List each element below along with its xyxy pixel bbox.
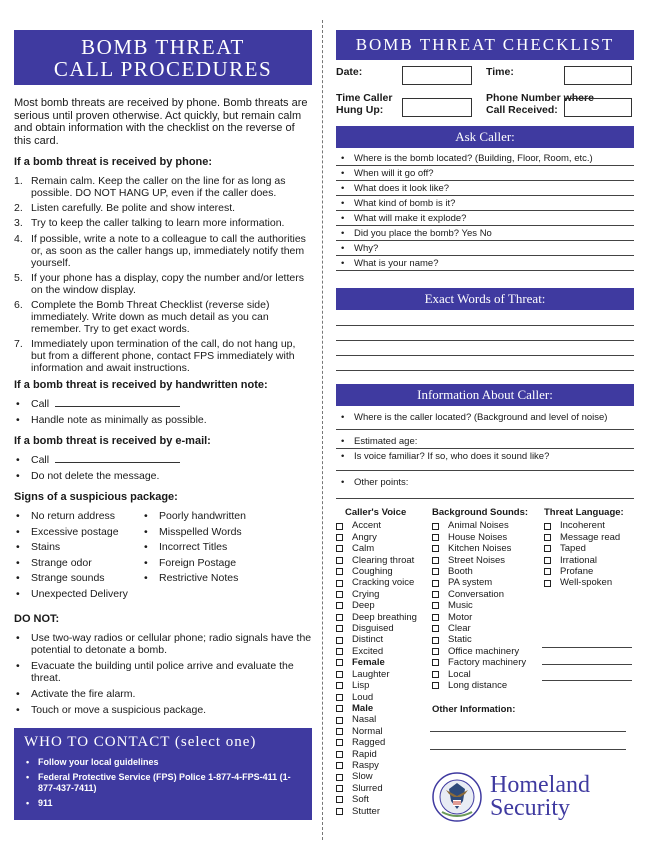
checklist-label: Soft [352, 794, 369, 806]
checklist-item[interactable] [336, 771, 432, 782]
email-call-label: Call [31, 454, 50, 467]
list-item [14, 454, 312, 466]
checklist-label: Booth [448, 566, 473, 578]
ask-question[interactable]: • Why? [336, 241, 634, 256]
checklist-label: House Noises [448, 531, 508, 543]
checklist-item[interactable] [336, 623, 432, 634]
step-number: 3. [14, 217, 23, 230]
checklist-item[interactable] [336, 646, 432, 657]
checklist-item[interactable] [336, 749, 432, 760]
checklist-item[interactable] [336, 760, 432, 771]
checklist-item[interactable] [432, 612, 544, 623]
checkbox-icon[interactable] [432, 625, 439, 632]
ask-question[interactable]: • Where is the bomb located? (Building, Floor, Room, etc.) [336, 151, 634, 166]
checkbox-icon[interactable] [432, 659, 439, 666]
checklist-label: Ragged [352, 737, 386, 749]
donot-item: • Use two-way radios or cellular phone; radio signals have the potential to detonate a bomb. [14, 632, 312, 656]
suspicious-sign: • Poorly handwritten [142, 510, 246, 522]
step-item [14, 299, 312, 335]
note-call-label: Call [31, 398, 50, 411]
checklist-item[interactable] [336, 589, 432, 600]
checkbox-icon[interactable] [336, 808, 343, 815]
checkbox-icon[interactable] [544, 557, 551, 564]
step-number: 2. [14, 202, 23, 215]
checkbox-icon[interactable] [336, 705, 343, 712]
checklist-item[interactable] [336, 726, 432, 737]
checkbox-icon[interactable] [432, 671, 439, 678]
email-list [14, 454, 312, 482]
email-heading: If a bomb threat is received by e-mail: [14, 435, 211, 448]
suspicious-col2 [142, 510, 246, 603]
step-number: 5. [14, 271, 23, 284]
homeland-security-wordmark [490, 774, 590, 820]
procedures-title-line2: CALL PROCEDURES [53, 57, 273, 81]
note-list [14, 398, 312, 426]
checkbox-icon[interactable] [336, 523, 343, 530]
intro-text: Most bomb threats are received by phone. Bomb threats are serious until proven otherwise. Act quickly, but remain calm and obtain information with the checklist on the reverse of this card. [14, 97, 308, 147]
step-text: Try to keep the caller talking to learn more information. [31, 217, 285, 230]
checklist-label: Loud [352, 691, 374, 703]
checkbox-icon[interactable] [336, 717, 343, 724]
background-checklist [432, 520, 544, 691]
step-number: 1. [14, 175, 23, 187]
checklist-label: Motor [448, 611, 473, 623]
checklist-label: Rapid [352, 748, 377, 760]
language-checklist [544, 520, 634, 588]
call-blank-line[interactable] [55, 398, 180, 407]
caller-characteristics [336, 507, 634, 817]
checkbox-icon[interactable] [544, 545, 551, 552]
checklist-item[interactable] [336, 555, 432, 566]
checklist-label: Slurred [352, 782, 383, 794]
time-field[interactable] [564, 66, 632, 85]
checklist-item[interactable] [432, 680, 544, 691]
checklist-item[interactable] [432, 566, 544, 577]
step-text: If your phone has a display, copy the number and/or letters on the window display. [31, 271, 304, 296]
suspicious-signs [14, 510, 312, 603]
checklist-label: Animal Noises [448, 520, 509, 532]
hungup-label-line2: Hung Up: [336, 104, 384, 116]
other-info-heading: Other Information: [432, 703, 516, 715]
checklist-label: Music [448, 600, 473, 612]
checklist-label: Lisp [352, 680, 370, 692]
checklist-label: Cracking voice [352, 577, 415, 589]
checklist-label: Nasal [352, 714, 377, 726]
checklist-item[interactable] [432, 646, 544, 657]
suspicious-sign: • Strange odor [14, 557, 142, 569]
suspicious-col1 [14, 510, 142, 603]
donot-item: • Activate the fire alarm. [14, 688, 312, 700]
checkbox-icon[interactable] [336, 568, 343, 575]
checklist-label: PA system [448, 577, 493, 589]
checkbox-icon[interactable] [432, 523, 439, 530]
checklist-label: Accent [352, 520, 382, 532]
checkbox-icon[interactable] [432, 568, 439, 575]
checklist-item[interactable] [336, 806, 432, 817]
checklist-label: Taped [560, 543, 586, 555]
checklist-label: Normal [352, 725, 383, 737]
step-item [14, 175, 312, 199]
ask-question[interactable]: • What will make it explode? [336, 211, 634, 226]
checkbox-icon[interactable] [336, 739, 343, 746]
exact-words-lines[interactable] [336, 310, 634, 371]
checkbox-icon[interactable] [336, 774, 343, 781]
suspicious-sign: • Stains [14, 541, 142, 553]
suspicious-sign: • Unexpected Delivery [14, 588, 142, 600]
ask-caller-list [336, 151, 634, 271]
contact-list [24, 757, 302, 809]
step-number: 7. [14, 338, 23, 351]
checkbox-icon[interactable] [336, 545, 343, 552]
background-heading: Background Sounds: [432, 507, 529, 518]
checklist-label: Deep [352, 600, 375, 612]
checkbox-icon[interactable] [544, 534, 551, 541]
checklist-item[interactable] [336, 520, 432, 531]
checklist-label: Local [448, 668, 471, 680]
list-item: • Do not delete the message. [14, 470, 312, 482]
checkbox-icon[interactable] [336, 591, 343, 598]
checklist-label: Raspy [352, 759, 379, 771]
checklist-label: Deep breathing [352, 611, 417, 623]
info-item[interactable]: • Other points: [336, 475, 634, 499]
checklist-title-banner: BOMB THREAT CHECKLIST [336, 30, 634, 60]
checklist-label: Incoherent [560, 520, 605, 532]
checklist-label: Conversation [448, 588, 504, 600]
checkbox-icon[interactable] [544, 568, 551, 575]
checklist-label: Disguised [352, 623, 394, 635]
step-text: If possible, write a note to a colleague to call the authorities or, as soon as the caller hangs up, immediately notify them yourself. [31, 232, 306, 269]
suspicious-sign: • Misspelled Words [142, 526, 246, 538]
step-item [14, 202, 312, 214]
checklist-item[interactable] [544, 566, 634, 577]
checkbox-icon[interactable] [336, 796, 343, 803]
step-text: Complete the Bomb Threat Checklist (reverse side) immediately. Write down as much detail as you can remember. Try to get exact words. [31, 298, 270, 335]
logo-text-line1: Homeland [490, 772, 590, 798]
hungup-label [336, 92, 392, 116]
phone-label-line2: Call Received: [486, 104, 558, 116]
checkbox-icon[interactable] [432, 591, 439, 598]
checklist-item[interactable] [432, 543, 544, 554]
checklist-item[interactable] [432, 520, 544, 531]
suspicious-sign: • Foreign Postage [142, 557, 246, 569]
checkbox-icon[interactable] [544, 580, 551, 587]
checklist-item[interactable] [336, 783, 432, 794]
step-text: Remain calm. Keep the caller on the line for as long as possible. DO NOT HANG UP, even if the caller does. [31, 175, 286, 199]
checklist-item[interactable] [544, 577, 634, 588]
checkbox-icon[interactable] [336, 659, 343, 666]
step-text: Immediately upon termination of the call, do not hang up, but from a different phone, contact FPS immediately with information and await instructions. [31, 338, 296, 375]
checkbox-icon[interactable] [336, 785, 343, 792]
checklist-item[interactable] [432, 577, 544, 588]
checklist-label: Stutter [352, 805, 380, 817]
checklist-label: Profane [560, 566, 594, 578]
date-label: Date: [336, 66, 363, 78]
checklist-label: Coughing [352, 566, 393, 578]
list-item: • Handle note as minimally as possible. [14, 414, 312, 426]
checklist-label: Female [352, 657, 385, 669]
checkbox-icon[interactable] [336, 557, 343, 564]
phone-label-line1: Phone Number where [486, 92, 594, 104]
checklist-item[interactable] [336, 543, 432, 554]
checklist-item[interactable] [336, 566, 432, 577]
list-item [14, 398, 312, 410]
checklist-label: Long distance [448, 680, 508, 692]
checklist-label: Distinct [352, 634, 384, 646]
checklist-label: Crying [352, 588, 380, 600]
language-blank-line[interactable] [542, 670, 632, 681]
checklist-item[interactable] [544, 543, 634, 554]
checklist-item[interactable] [432, 600, 544, 611]
checkbox-icon[interactable] [336, 751, 343, 758]
step-number: 4. [14, 232, 23, 245]
step-number: 6. [14, 298, 23, 311]
exact-words-banner: Exact Words of Threat: [336, 288, 634, 310]
step-item [14, 338, 312, 374]
checklist-label: Message read [560, 531, 621, 543]
step-item [14, 217, 312, 229]
checkbox-icon[interactable] [336, 648, 343, 655]
checklist-label: Irrational [560, 554, 597, 566]
caller-info-banner: Information About Caller: [336, 384, 634, 406]
call-blank-line[interactable] [55, 454, 180, 463]
checklist-item[interactable] [336, 634, 432, 645]
step-text: Listen carefully. Be polite and show interest. [31, 202, 236, 215]
phone-number-field[interactable] [564, 98, 632, 117]
homeland-security-logo [432, 772, 590, 822]
checkbox-icon[interactable] [432, 637, 439, 644]
time-label: Time: [486, 66, 514, 78]
checklist-label: Factory machinery [448, 657, 527, 669]
checklist-item[interactable] [336, 600, 432, 611]
logo-text-line2: Security [490, 795, 570, 821]
checklist-item[interactable] [336, 703, 432, 714]
checklist-item[interactable] [544, 520, 634, 531]
checklist-item[interactable] [432, 657, 544, 668]
phone-heading: If a bomb threat is received by phone: [14, 156, 213, 168]
suspicious-heading: Signs of a suspicious package: [14, 491, 178, 504]
ask-question[interactable]: • What is your name? [336, 256, 634, 271]
suspicious-sign: • Strange sounds [14, 572, 142, 584]
ask-question[interactable]: • When will it go off? [336, 166, 634, 181]
procedures-panel [14, 30, 312, 820]
checkbox-icon[interactable] [336, 614, 343, 621]
checkbox-icon[interactable] [336, 602, 343, 609]
checkbox-icon[interactable] [336, 637, 343, 644]
step-item [14, 233, 312, 269]
info-item[interactable]: • Where is the caller located? (Background and level of noise) [336, 410, 634, 430]
checklist-panel [336, 30, 634, 821]
hungup-phone-row [336, 89, 634, 123]
ask-caller-banner: Ask Caller: [336, 126, 634, 148]
checklist-label: Kitchen Noises [448, 543, 512, 555]
checklist-label: Excited [352, 645, 384, 657]
language-column [544, 507, 634, 817]
ask-question[interactable]: • What kind of bomb is it? [336, 196, 634, 211]
checkbox-icon[interactable] [336, 534, 343, 541]
checklist-label: Clear [448, 623, 471, 635]
checklist-item[interactable] [432, 589, 544, 600]
info-item[interactable]: • Estimated age: [336, 434, 634, 449]
checklist-label: Calm [352, 543, 375, 555]
phone-steps-list [14, 175, 312, 374]
voice-checklist [336, 520, 432, 817]
checklist-item[interactable] [336, 612, 432, 623]
checkbox-icon[interactable] [336, 682, 343, 689]
checkbox-icon[interactable] [432, 534, 439, 541]
donot-item: • Touch or move a suspicious package. [14, 704, 312, 716]
checklist-item[interactable] [336, 577, 432, 588]
donot-item: • Evacuate the building until police arrive and evaluate the threat. [14, 660, 312, 684]
checklist-label: Well-spoken [560, 577, 613, 589]
checklist-label: Laughter [352, 668, 390, 680]
checklist-label: Static [448, 634, 472, 646]
contact-item: • Follow your local guidelines [24, 757, 302, 768]
checklist-item[interactable] [432, 669, 544, 680]
info-item[interactable]: • Is voice familiar? If so, who does it sound like? [336, 449, 634, 471]
checklist-item[interactable] [544, 532, 634, 543]
checkbox-icon[interactable] [432, 648, 439, 655]
checkbox-icon[interactable] [336, 762, 343, 769]
language-blank-line[interactable] [542, 653, 632, 664]
suspicious-sign: • Excessive postage [14, 526, 142, 538]
contact-title: WHO TO CONTACT (select one) [24, 734, 257, 751]
checklist-item[interactable] [432, 532, 544, 543]
checklist-label: Angry [352, 531, 377, 543]
language-blank-line[interactable] [542, 637, 632, 648]
date-time-row [336, 63, 634, 89]
procedures-title-line1: BOMB THREAT [81, 35, 245, 59]
hungup-label-line1: Time Caller [336, 92, 393, 104]
checklist-item[interactable] [336, 532, 432, 543]
checkbox-icon[interactable] [432, 545, 439, 552]
procedures-title-banner [14, 30, 312, 85]
suspicious-sign: • No return address [14, 510, 142, 522]
dhs-seal-icon [432, 772, 482, 822]
checkbox-icon[interactable] [432, 682, 439, 689]
checkbox-icon[interactable] [432, 602, 439, 609]
date-field[interactable] [402, 66, 472, 85]
contact-item: • 911 [24, 798, 302, 809]
checkbox-icon[interactable] [432, 557, 439, 564]
checklist-item[interactable] [432, 623, 544, 634]
checklist-item[interactable] [336, 794, 432, 805]
background-column [432, 507, 544, 817]
checklist-item[interactable] [336, 714, 432, 725]
checklist-label: Clearing throat [352, 554, 415, 566]
language-heading: Threat Language: [544, 507, 624, 518]
checklist-label: Male [352, 702, 374, 714]
voice-column [336, 507, 432, 817]
checkbox-icon[interactable] [544, 523, 551, 530]
checklist-item[interactable] [432, 555, 544, 566]
suspicious-sign: • Incorrect Titles [142, 541, 246, 553]
ask-question[interactable]: • What does it look like? [336, 181, 634, 196]
checkbox-icon[interactable] [336, 694, 343, 701]
checkbox-icon[interactable] [336, 625, 343, 632]
checkbox-icon[interactable] [432, 580, 439, 587]
checkbox-icon[interactable] [432, 614, 439, 621]
checklist-item[interactable] [336, 669, 432, 680]
checkbox-icon[interactable] [336, 580, 343, 587]
voice-heading: Caller's Voice [345, 507, 407, 518]
contact-item: • Federal Protective Service (FPS) Police 1-877-4-FPS-411 (1-877-437-7411) [24, 772, 302, 794]
checklist-label: Street Noises [448, 554, 506, 566]
checklist-item[interactable] [432, 634, 544, 645]
who-to-contact-box [14, 728, 312, 820]
caller-info-list [336, 410, 634, 499]
suspicious-sign: • Restrictive Notes [142, 572, 246, 584]
donot-heading: DO NOT: [14, 613, 60, 626]
donot-list [14, 632, 312, 716]
checklist-item[interactable] [336, 657, 432, 668]
checklist-label: Slow [352, 771, 373, 783]
checkbox-icon[interactable] [336, 671, 343, 678]
note-heading: If a bomb threat is received by handwritten note: [14, 379, 268, 392]
step-item [14, 272, 312, 296]
checklist-item[interactable] [336, 692, 432, 703]
checklist-item[interactable] [336, 737, 432, 748]
checklist-item[interactable] [544, 555, 634, 566]
checklist-label: Office machinery [448, 645, 520, 657]
checklist-item[interactable] [336, 680, 432, 691]
checkbox-icon[interactable] [336, 728, 343, 735]
hungup-time-field[interactable] [402, 98, 472, 117]
fold-divider [322, 20, 323, 840]
ask-question[interactable]: • Did you place the bomb? Yes No [336, 226, 634, 241]
